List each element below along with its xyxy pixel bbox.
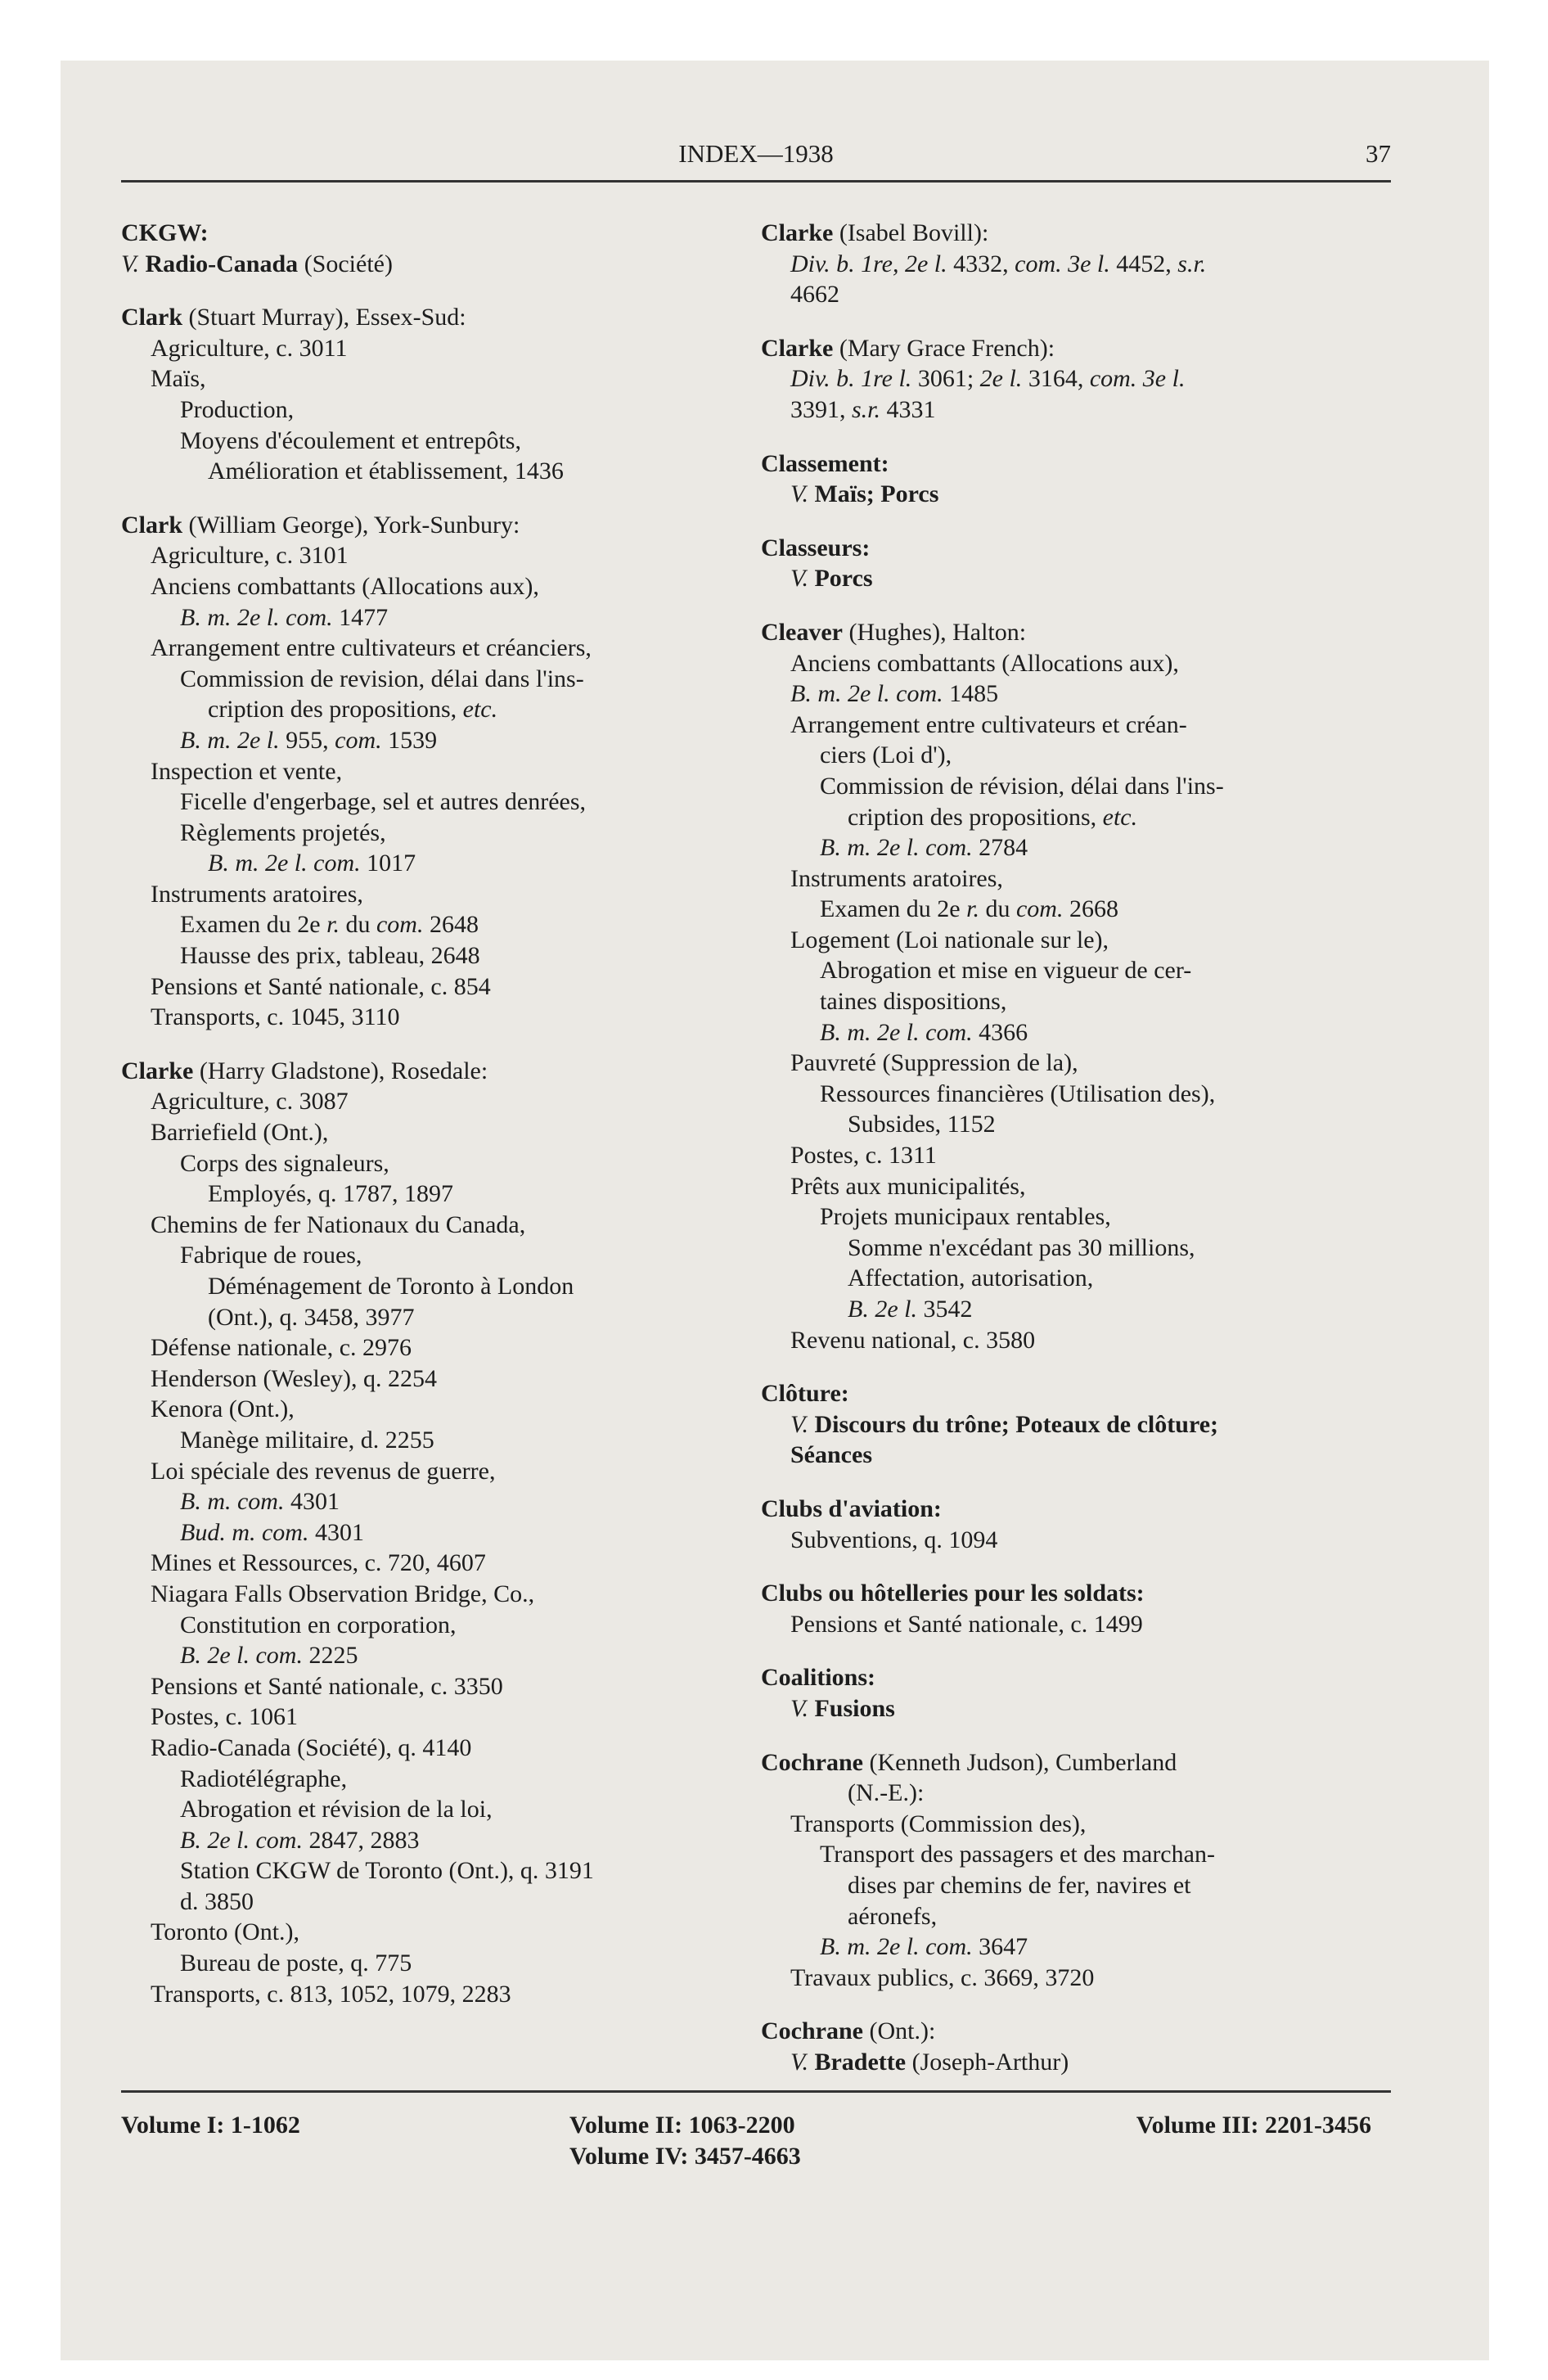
entry-line: B. 2e l. com. 2847, 2883 (180, 1826, 420, 1854)
entry-line: Déménagement de Toronto à London (208, 1273, 574, 1300)
entry-line: V. Porcs (790, 565, 873, 593)
entry-line: Subsides, 1152 (848, 1111, 996, 1138)
entry-line: Pauvreté (Suppression de la), (790, 1049, 1078, 1077)
entry-line: B. m. 2e l. com. 1477 (180, 603, 389, 631)
entry-line: Transports (Commission des), (790, 1810, 1087, 1837)
entry-heading: Clôture: (761, 1380, 849, 1408)
entry-heading: Clark (121, 304, 182, 331)
entry-line: cription des propositions, etc. (208, 696, 498, 723)
entry-line: Amélioration et établissement, 1436 (208, 458, 564, 485)
index-entry (121, 1056, 694, 2009)
entry-line: Ressources financières (Utilisation des), (820, 1080, 1216, 1107)
entry-line: Pensions et Santé nationale, c. 3350 (151, 1672, 503, 1700)
entry-line: V. Fusions (790, 1694, 895, 1722)
footer-rule (121, 2090, 1391, 2093)
entry-line: B. m. 2e l. com. 4366 (820, 1018, 1028, 1046)
entry-line: Maïs, (151, 365, 206, 393)
index-entry (761, 533, 1391, 594)
entry-heading: Classement: (761, 449, 889, 477)
entry-line: Examen du 2e r. du com. 2648 (180, 911, 479, 939)
entry-line: Fabrique de roues, (180, 1242, 362, 1269)
entry-line: Transports, c. 1045, 3110 (151, 1003, 400, 1031)
entry-line: Règlements projetés, (180, 818, 386, 846)
entry-line: aéronefs, (848, 1902, 938, 1930)
index-entry (761, 218, 1391, 310)
entry-heading: Cleaver (761, 618, 843, 646)
entry-heading: Clarke (761, 219, 834, 246)
entry-line: V. Discours du trône; Poteaux de clôture; (790, 1410, 1219, 1438)
index-entry (761, 449, 1391, 510)
entry-line: B. m. 2e l. com. 3647 (820, 1933, 1028, 1961)
entry-text: (Société) (298, 250, 393, 277)
entry-line: B. 2e l. 3542 (848, 1296, 973, 1323)
entry-line: Loi spéciale des revenus de guerre, (151, 1457, 496, 1485)
page-header (121, 139, 1391, 172)
entry-line: Postes, c. 1061 (151, 1703, 298, 1731)
entry-line: B. m. 2e l. com. 1017 (208, 850, 416, 877)
entry-line: B. m. 2e l. com. 2784 (820, 834, 1028, 862)
entry-line: Instruments aratoires, (790, 864, 1003, 892)
see-marker: V. (121, 250, 139, 277)
entry-heading: CKGW: (121, 219, 209, 246)
entry-line: Bud. m. com. 4301 (180, 1518, 364, 1546)
entry-line: Kenora (Ont.), (151, 1395, 295, 1423)
entry-line: Projets municipaux rentables, (820, 1203, 1111, 1231)
entry-line: B. 2e l. com. 2225 (180, 1642, 358, 1670)
entry-line: Arrangement entre cultivateurs et créan- (790, 710, 1187, 738)
entry-line: Postes, c. 1311 (790, 1142, 937, 1170)
index-entry (121, 218, 694, 279)
entry-line: Subventions, q. 1094 (790, 1526, 998, 1553)
index-entry (761, 1494, 1391, 1555)
entry-heading-detail: (Kenneth Judson), Cumberland (862, 1748, 1177, 1776)
right-column (761, 218, 1391, 2100)
entry-line: (Ont.), q. 3458, 3977 (208, 1303, 415, 1331)
cross-reference: Radio-Canada (145, 250, 299, 277)
entry-heading-detail: (Ont.): (862, 2017, 936, 2045)
entry-line: Niagara Falls Observation Bridge, Co., (151, 1580, 535, 1607)
entry-heading-detail: (Harry Gladstone), Rosedale: (193, 1057, 488, 1084)
left-column (121, 218, 694, 2032)
entry-line: Travaux publics, c. 3669, 3720 (790, 1963, 1095, 1991)
entry-line: Abrogation et révision de la loi, (180, 1796, 493, 1823)
entry-heading-detail: (Mary Grace French): (833, 334, 1055, 362)
entry-line: Arrangement entre cultivateurs et créanciers, (151, 634, 592, 662)
entry-line: Employés, q. 1787, 1897 (208, 1180, 453, 1208)
entry-heading-detail: (Stuart Murray), Essex-Sud: (182, 304, 466, 331)
entry-line: Agriculture, c. 3101 (151, 542, 349, 570)
entry-line: Anciens combattants (Allocations aux), (790, 649, 1179, 677)
index-entry (761, 333, 1391, 426)
entry-line: V. Bradette (Joseph-Arthur) (790, 2048, 1069, 2076)
entry-line: Affectation, autorisation, (848, 1264, 1094, 1292)
index-entry (121, 302, 694, 487)
entry-line: Transport des passagers et des marchan- (820, 1841, 1215, 1868)
entry-line: Div. b. 1re, 2e l. 4332, com. 3e l. 4452, s.r. (790, 250, 1207, 277)
entry-line: Manège militaire, d. 2255 (180, 1426, 434, 1454)
entry-line: Examen du 2e r. du com. 2668 (820, 895, 1118, 923)
entry-line: Radiotélégraphe, (180, 1765, 348, 1792)
index-entry (761, 1578, 1391, 1639)
entry-line: Transports, c. 813, 1052, 1079, 2283 (151, 1980, 511, 2008)
entry-line: Défense nationale, c. 2976 (151, 1334, 412, 1362)
entry-line: Toronto (Ont.), (151, 1918, 300, 1946)
entry-heading: Clark (121, 511, 182, 539)
entry-line: Pensions et Santé nationale, c. 1499 (790, 1610, 1143, 1638)
entry-line: Agriculture, c. 3087 (151, 1088, 349, 1116)
entry-line: Barriefield (Ont.), (151, 1119, 329, 1147)
index-entry (761, 1747, 1391, 1994)
entry-line: B. m. 2e l. com. 1485 (790, 680, 999, 708)
entry-line: taines dispositions, (820, 988, 1007, 1016)
entry-line: Inspection et vente, (151, 757, 343, 785)
entry-line: Corps des signaleurs, (180, 1149, 389, 1177)
entry-line: Bureau de poste, q. 775 (180, 1950, 412, 1977)
page-title: INDEX—1938 (678, 139, 834, 168)
entry-line: 4662 (790, 281, 839, 309)
entry-line: Ficelle d'engerbage, sel et autres denrées, (180, 788, 587, 816)
index-entry (761, 1378, 1391, 1471)
entry-line: ciers (Loi d'), (820, 741, 952, 769)
entry-line: Revenu national, c. 3580 (790, 1326, 1036, 1354)
volume-range: Volume IV: 3457-4663 (569, 2143, 801, 2170)
index-page (121, 139, 1391, 2170)
entry-heading: Classeurs: (761, 534, 871, 561)
entry-line: Commission de révision, délai dans l'ins- (820, 772, 1224, 800)
entry-line: V. Maïs; Porcs (790, 480, 939, 508)
entry-heading: Cochrane (761, 2017, 863, 2045)
index-entry (761, 1662, 1391, 1724)
entry-line: Prêts aux municipalités, (790, 1172, 1026, 1200)
entry-line: Hausse des prix, tableau, 2648 (180, 942, 480, 970)
entry-heading: Coalitions: (761, 1664, 876, 1692)
volume-range: Volume III: 2201-3456 (1136, 2112, 1371, 2139)
entry-line: Production, (180, 395, 295, 423)
entry-line: Radio-Canada (Société), q. 4140 (151, 1733, 472, 1761)
entry-heading: Clarke (121, 1057, 194, 1084)
entry-line: Commission de revision, délai dans l'ins- (180, 665, 584, 692)
entry-line: Div. b. 1re l. 3061; 2e l. 3164, com. 3e l. (790, 365, 1186, 393)
index-entry (121, 510, 694, 1033)
entry-line: Agriculture, c. 3011 (151, 334, 348, 362)
entry-line: Station CKGW de Toronto (Ont.), q. 3191 (180, 1857, 594, 1885)
entry-line: cription des propositions, etc. (848, 803, 1138, 831)
entry-heading: Clubs d'aviation: (761, 1494, 942, 1522)
entry-line: Somme n'excédant pas 30 millions, (848, 1233, 1195, 1261)
entry-line: Pensions et Santé nationale, c. 854 (151, 972, 491, 1000)
entry-line: dises par chemins de fer, navires et (848, 1871, 1191, 1899)
entry-line: Henderson (Wesley), q. 2254 (151, 1364, 437, 1392)
entry-heading-detail: (Hughes), Halton: (842, 618, 1027, 646)
entry-line: B. m. com. 4301 (180, 1488, 340, 1516)
entry-heading-detail: (William George), York-Sunbury: (182, 511, 520, 539)
entry-line: Instruments aratoires, (151, 880, 363, 908)
entry-line: 3391, s.r. 4331 (790, 395, 936, 423)
volume-range: Volume II: 1063-2200 (569, 2112, 795, 2139)
index-entry (761, 2016, 1391, 2077)
entry-line: d. 3850 (180, 1887, 254, 1915)
entry-heading: Cochrane (761, 1748, 863, 1776)
entry-heading-detail: (Isabel Bovill): (833, 219, 989, 246)
entry-line: Abrogation et mise en vigueur de cer- (820, 957, 1192, 985)
entry-line: Moyens d'écoulement et entrepôts, (180, 426, 521, 454)
entry-line: Séances (790, 1441, 872, 1469)
page-number: 37 (1366, 139, 1391, 168)
entry-line: B. m. 2e l. 955, com. 1539 (180, 726, 438, 754)
volume-range: Volume I: 1-1062 (121, 2112, 300, 2139)
entry-line: Logement (Loi nationale sur le), (790, 926, 1109, 953)
entry-line: Mines et Ressources, c. 720, 4607 (151, 1549, 486, 1577)
entry-line: Anciens combattants (Allocations aux), (151, 572, 539, 600)
entry-line: Chemins de fer Nationaux du Canada, (151, 1210, 526, 1238)
entry-heading: Clarke (761, 334, 834, 362)
header-rule (121, 180, 1391, 183)
entry-line: (N.-E.): (848, 1779, 925, 1807)
entry-heading: Clubs ou hôtelleries pour les soldats: (761, 1580, 1145, 1607)
entry-line: Constitution en corporation, (180, 1611, 457, 1639)
index-entry (761, 617, 1391, 1355)
